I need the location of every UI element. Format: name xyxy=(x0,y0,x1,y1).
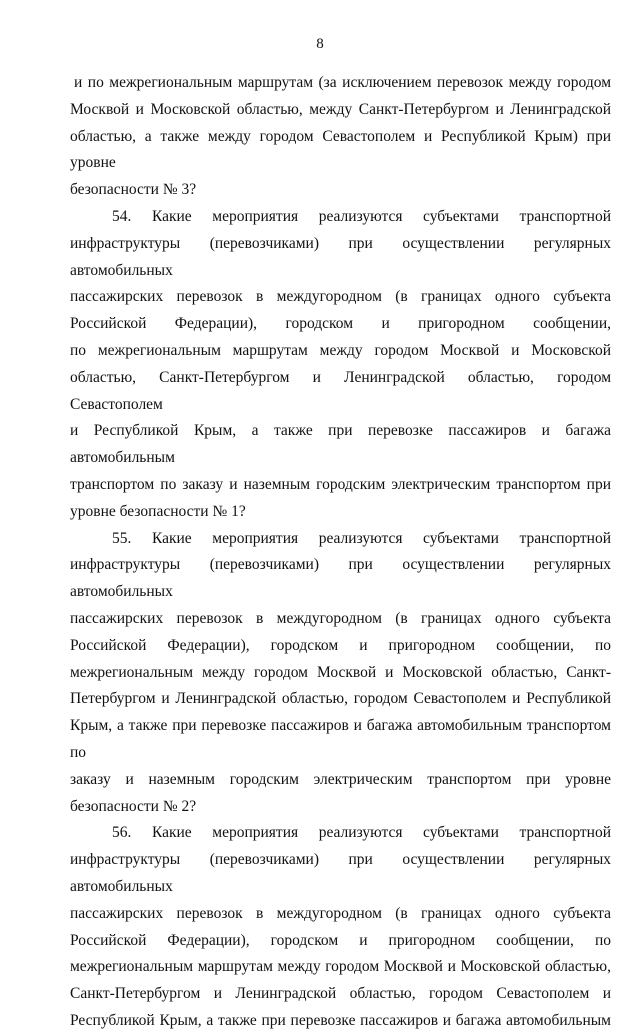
text-line: межрегиональным маршрутам между городом Москвой и Московской областью, xyxy=(70,958,611,976)
text-line: Республикой Крым, а также при перевозке пассажиров и багажа автомобильным xyxy=(70,1011,611,1029)
text-line: Российской Федерации), городском и пригородном сообщении, по xyxy=(70,931,611,949)
text-line: пассажирских перевозок в междугородном (в границах одного субъекта xyxy=(70,904,611,922)
text-line: пассажирских перевозок в междугородном (в границах одного субъекта xyxy=(70,609,611,627)
text-line: безопасности № 3? xyxy=(70,181,197,199)
document-body xyxy=(70,70,611,1035)
text-line: заказу и наземным городским электрическим транспортом при уровне xyxy=(70,770,611,788)
question-55 xyxy=(70,526,611,821)
text-line: инфраструктуры (перевозчиками) при осуществлении регулярных автомобильных xyxy=(70,234,611,279)
text-line: межрегиональным между городом Москвой и Московской областью, Санкт- xyxy=(70,663,611,681)
text-line: и по межрегиональным маршрутам (за исключением перевозок между городом xyxy=(74,74,611,91)
text-line: 54. Какие мероприятия реализуются субъектами транспортной xyxy=(112,207,611,225)
text-line: Петербургом и Ленинградской областью, городом Севастополем и Республикой xyxy=(70,690,611,708)
text-line: Российской Федерации), городском и пригородном сообщении, xyxy=(70,315,611,333)
text-line: областью, а также между городом Севастополем и Республикой Крым) при уровне xyxy=(70,127,611,172)
text-line: пассажирских перевозок в междугородном (в границах одного субъекта xyxy=(70,288,611,306)
text-line: Санкт-Петербургом и Ленинградской областью, городом Севастополем и xyxy=(70,985,611,1003)
text-line: транспортом по заказу и наземным городским электрическим транспортом при xyxy=(70,475,611,493)
text-line: по межрегиональным маршрутам между городом Москвой и Московской xyxy=(70,341,611,359)
question-54 xyxy=(70,204,611,526)
text-line: 56. Какие мероприятия реализуются субъектами транспортной xyxy=(112,824,611,842)
text-line: инфраструктуры (перевозчиками) при осуществлении регулярных автомобильных xyxy=(70,556,611,601)
text-line: Российской Федерации), городском и пригородном сообщении, по xyxy=(70,636,611,654)
text-line: уровне безопасности № 1? xyxy=(70,502,246,520)
page-number: 8 xyxy=(316,36,324,52)
text-line: областью, Санкт-Петербургом и Ленинградской областью, городом Севастополем xyxy=(70,368,611,413)
continuation-paragraph xyxy=(70,70,611,204)
text-line: инфраструктуры (перевозчиками) при осуществлении регулярных автомобильных xyxy=(70,851,611,895)
text-line: и Республикой Крым, а также при перевозке пассажиров и багажа автомобильным xyxy=(70,422,611,467)
text-line: 55. Какие мероприятия реализуются субъектами транспортной xyxy=(112,529,611,547)
text-line: Крым, а также при перевозке пассажиров и багажа автомобильным транспортом по xyxy=(70,717,611,761)
text-line: Москвой и Московской областью, между Санкт-Петербургом и Ленинградской xyxy=(70,100,611,118)
question-56 xyxy=(70,820,611,1034)
text-line: безопасности № 2? xyxy=(70,797,197,815)
